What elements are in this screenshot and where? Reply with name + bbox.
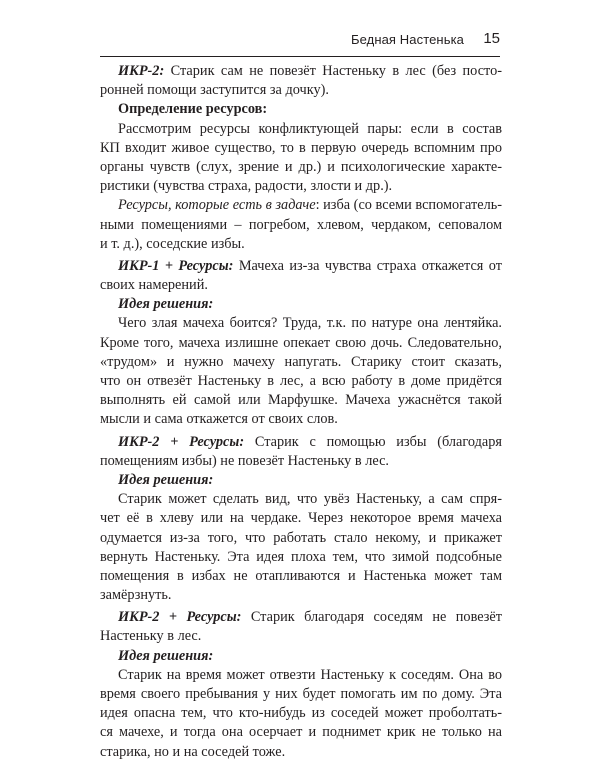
text-line xyxy=(100,257,502,276)
heading-text: Определение ресурсов: xyxy=(118,101,268,118)
line-text: ными помещениями – погребом, хлевом, чердаком, сеповалом xyxy=(100,216,502,233)
line-text: Настеньку в лес. xyxy=(100,628,202,645)
line-text: ронней помощи заступится за дочку). xyxy=(100,82,329,99)
heading-block xyxy=(100,295,502,314)
text-line xyxy=(100,685,502,704)
para-block xyxy=(100,666,502,762)
line-text: Старик с помощью избы (благодаря xyxy=(254,433,502,450)
section-heading xyxy=(100,100,502,119)
text-line xyxy=(100,81,502,100)
running-title: Бедная Настенька xyxy=(350,32,464,47)
line-text: помещения в избах не отапливаются и Настенька может там xyxy=(100,567,502,584)
line-text: Старик сам не повезёт Настеньку в лес (без посто- xyxy=(170,63,502,79)
text-line xyxy=(100,586,502,605)
text-line xyxy=(100,490,502,509)
text-line xyxy=(100,353,502,372)
text-line xyxy=(100,529,502,548)
line-text: Кроме того, мачеха излишне опекает свою дочь. Следовательно, xyxy=(100,334,502,351)
heading-block xyxy=(100,471,502,490)
line-text: своих намерений. xyxy=(100,277,208,294)
line-text: помещениям избы) не повезёт Настеньку в лес. xyxy=(100,452,389,469)
text-line xyxy=(100,158,502,177)
bold-label: ИКР-2 + Ресурсы: xyxy=(118,433,245,450)
text-line xyxy=(100,196,502,215)
text-line xyxy=(100,666,502,685)
line-text: Мачеха из-за чувства страха откажется от xyxy=(238,257,502,274)
line-text: Старик на время может отвезти Настеньку к соседям. Она во xyxy=(118,666,502,683)
line-text: ся мачехе, и тогда она осерчает и поднимет крик не только на xyxy=(100,724,502,741)
para-block xyxy=(100,120,502,197)
text-line xyxy=(100,608,502,627)
text-line xyxy=(100,372,502,391)
line-text: одумается из-за того, что работать стало некому, и прикажет xyxy=(100,529,502,546)
section-heading xyxy=(100,647,502,666)
heading-block xyxy=(100,100,502,119)
text-line xyxy=(100,452,502,471)
line-text: Старик может сделать вид, что увёз Настеньку, а сам спря- xyxy=(118,491,502,508)
italic-lead-block xyxy=(100,196,502,254)
page-number: 15 xyxy=(483,30,500,47)
line-text: ристики (чувства страха, радости, злости и др.). xyxy=(100,178,393,195)
text-line xyxy=(100,548,502,567)
line-text: чет её в хлеву или на чердаке. Через некоторое время мачеха xyxy=(100,510,502,527)
text-line xyxy=(100,627,502,646)
text-line xyxy=(100,62,502,81)
text-line xyxy=(100,743,502,762)
line-text: время своего пребывания у них будет помогать им по дому. Эта xyxy=(100,686,502,702)
text-line xyxy=(100,139,502,158)
text-line xyxy=(100,216,502,235)
line-text: Рассмотрим ресурсы конфликтующей пары: если в состав xyxy=(118,120,502,137)
bold-label: ИКР-1 + Ресурсы: xyxy=(118,257,234,274)
italic-label: Ресурсы, которые есть в задаче xyxy=(118,197,316,214)
bold-label: ИКР-2: xyxy=(118,63,165,79)
line-text: идея опасна тем, что кто-нибудь из соседей может проболтать- xyxy=(100,705,502,722)
lead-block xyxy=(100,62,502,100)
line-text: что он отвезёт Настеньку в лес, а всю работу в доме придётся xyxy=(100,373,502,389)
line-text: органы чувств (слух, зрение и др.) и психологические характе- xyxy=(100,158,502,175)
text-line xyxy=(100,410,502,429)
section-heading xyxy=(100,471,502,490)
line-text: Старик благодаря соседям не повезёт xyxy=(250,609,502,626)
lead-block xyxy=(100,608,502,646)
line-text: КП входит живое существо, то в первую очередь вспомним про xyxy=(100,139,502,156)
line-text: вернуть Настеньку. Эта идея плоха тем, что зимой подсобные xyxy=(100,548,502,565)
text-line xyxy=(100,177,502,196)
text-line xyxy=(100,723,502,742)
heading-block xyxy=(100,647,502,666)
text-line xyxy=(100,235,502,254)
text-line xyxy=(100,509,502,528)
bold-label: ИКР-2 + Ресурсы: xyxy=(118,609,242,626)
line-text: мысли и сама откажется от своих слов. xyxy=(100,411,338,428)
heading-text: Идея решения: xyxy=(118,647,214,664)
lead-block xyxy=(100,257,502,295)
line-text: замёрзнуть. xyxy=(100,587,172,604)
line-text: «трудом» и нужно мачеху напугать. Старику стоит сказать, xyxy=(100,353,502,370)
text-line xyxy=(100,567,502,586)
line-text: : изба (со всеми вспомогатель- xyxy=(315,197,502,214)
text-line xyxy=(100,314,502,333)
line-text: выполнять ей самой или Марфушке. Мачеха ужаснётся такой xyxy=(100,392,502,409)
heading-text: Идея решения: xyxy=(118,296,214,313)
text-line xyxy=(100,433,502,452)
lead-block xyxy=(100,433,502,471)
text-line xyxy=(100,704,502,723)
text-line xyxy=(100,334,502,353)
heading-text: Идея решения: xyxy=(118,471,214,488)
text-line xyxy=(100,391,502,410)
para-block xyxy=(100,314,502,429)
line-text: старика, но и на соседей тоже. xyxy=(100,743,286,760)
line-text: Чего злая мачеха боится? Труда, т.к. по натуре она лентяйка. xyxy=(118,315,502,332)
line-text: и т. д.), соседские избы. xyxy=(100,235,245,252)
running-header xyxy=(100,26,500,57)
para-block xyxy=(100,490,502,605)
section-heading xyxy=(100,295,502,314)
page-body xyxy=(100,62,502,762)
text-line xyxy=(100,276,502,295)
text-line xyxy=(100,120,502,139)
